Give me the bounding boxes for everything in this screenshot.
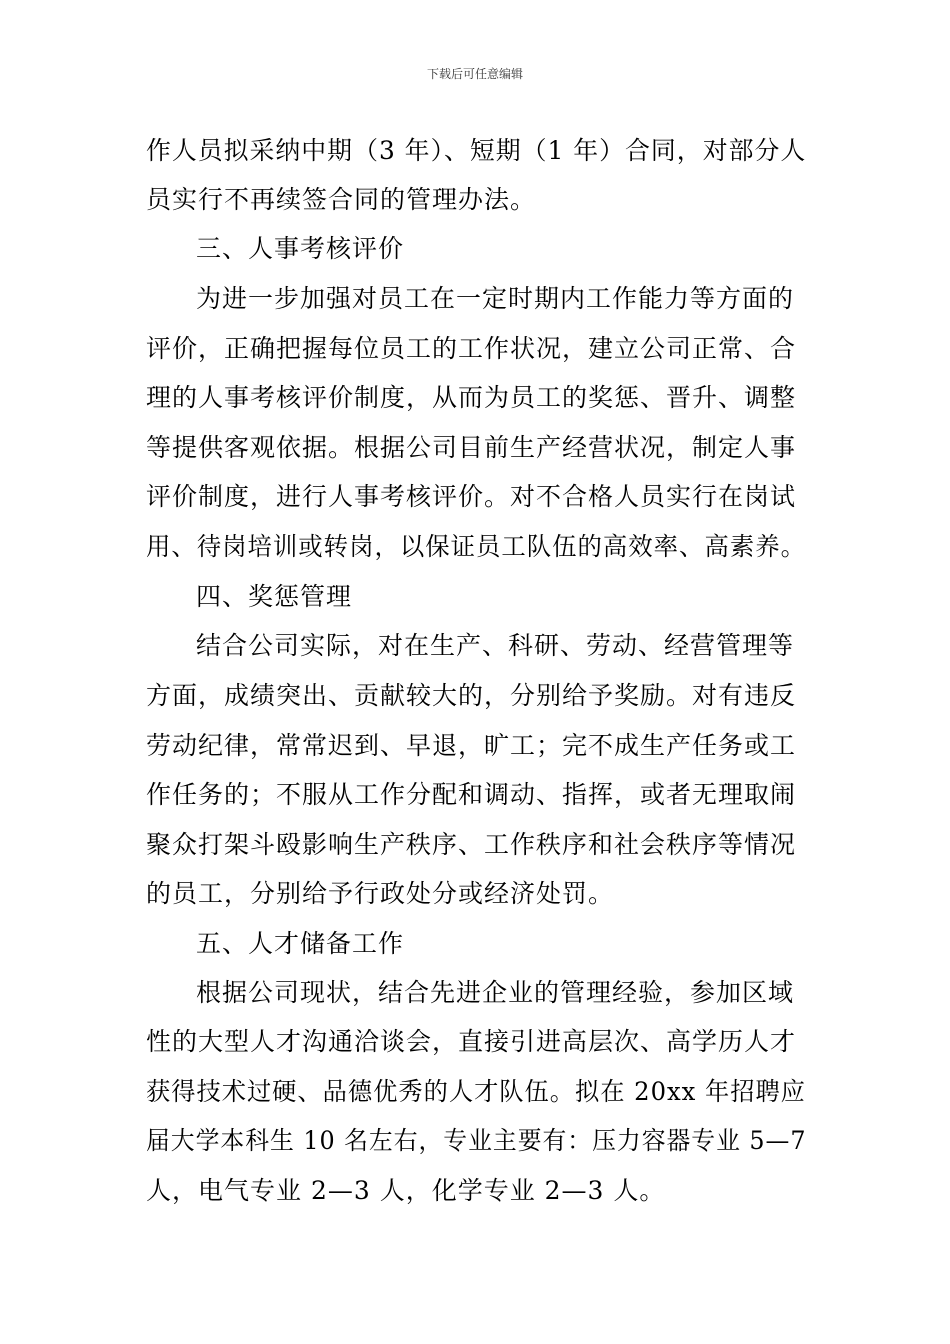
- body-line: 评价，正确把握每位员工的工作状况，建立公司正常、合: [146, 334, 797, 363]
- body-line: 作任务的；不服从工作分配和调动、指挥，或者无理取闹: [146, 780, 797, 809]
- body-line: 聚众打架斗殴影响生产秩序、工作秩序和社会秩序等情况: [146, 830, 797, 859]
- body-line: 的员工，分别给予行政处分或经济处罚。: [146, 879, 615, 908]
- body-line: 届大学本科生 10 名左右，专业主要有：压力容器专业 5—7: [146, 1126, 807, 1155]
- body-line: 结合公司实际，对在生产、科研、劳动、经营管理等: [196, 631, 795, 660]
- page-header: 下载后可任意编辑: [426, 67, 523, 81]
- body-line: 人，电气专业 2—3 人，化学专业 2—3 人。: [146, 1176, 666, 1205]
- body-line: 员实行不再续签合同的管理办法。: [146, 185, 537, 214]
- body-line: 劳动纪律，常常迟到、早退，旷工；完不成生产任务或工: [146, 731, 797, 760]
- section-heading: 三、人事考核评价: [196, 234, 405, 263]
- body-line: 为进一步加强对员工在一定时期内工作能力等方面的: [196, 284, 795, 313]
- body-line: 等提供客观依据。根据公司目前生产经营状况，制定人事: [146, 433, 797, 462]
- section-heading: 五、人才储备工作: [196, 929, 405, 958]
- body-line: 根据公司现状，结合先进企业的管理经验，参加区域: [196, 978, 795, 1007]
- section-heading: 四、奖惩管理: [196, 582, 353, 611]
- body-line: 用、待岗培训或转岗，以保证员工队伍的高效率、高素养。: [146, 532, 806, 561]
- body-line: 方面，成绩突出、贡献较大的，分别给予奖励。对有违反: [146, 681, 797, 710]
- body-line: 评价制度，进行人事考核评价。对不合格人员实行在岗试: [146, 482, 797, 511]
- body-line: 获得技术过硬、品德优秀的人才队伍。拟在 20xx 年招聘应: [146, 1077, 806, 1106]
- body-line: 理的人事考核评价制度，从而为员工的奖惩、晋升、调整: [146, 383, 797, 412]
- body-line: 性的大型人才沟通洽谈会，直接引进高层次、高学历人才: [146, 1027, 797, 1056]
- body-line: 作人员拟采纳中期（3 年）、短期（1 年）合同，对部分人: [146, 136, 807, 165]
